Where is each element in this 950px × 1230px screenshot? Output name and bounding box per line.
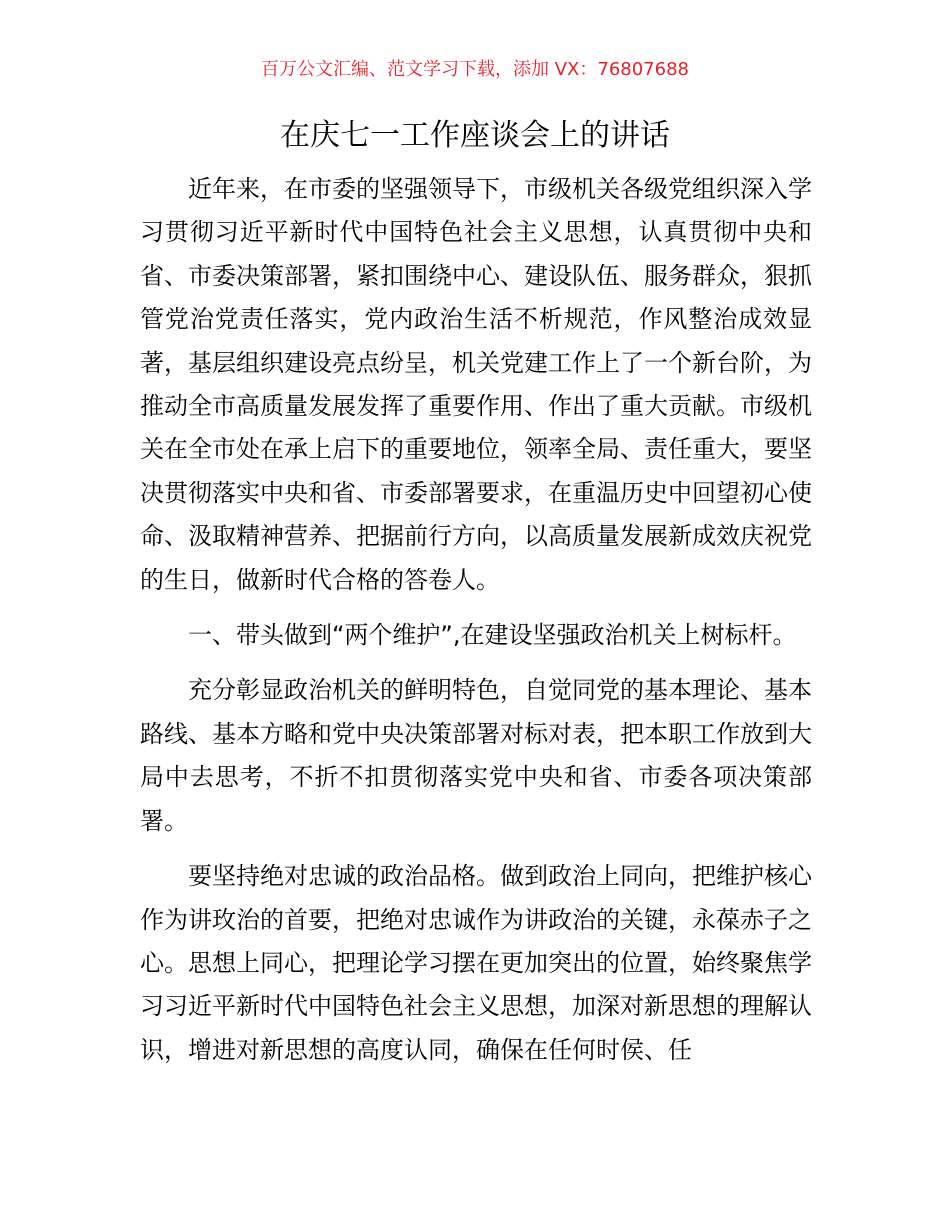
- paragraph-political-organ: 充分彰显政治机关的鲜明特色，自觉同党的基本理论、基本路线、基本方略和党中央决策部署对标对表，把本职工作放到大局中去思考，不折不扣贯彻落实党中央和省、市委各项决策部署。: [140, 676, 812, 835]
- document-body: [140, 168, 812, 1084]
- paragraph-intro: 近年来，在市委的坚强领导下，市级机关各级党组织深入学习贯彻习近平新时代中国特色社会主义思想，认真贯彻中央和省、市委决策部署，紧扣围绕中心、建设队伍、服务群众，狠抓管党治党责任落实，党内政治生活不析规范，作风整治成效显著，基层组织建设亮点纷呈，机关党建工作上了一个新台阶，为推动全市高质量发展发挥了重要作用、作出了重大贡献。市级机关在全市处在承上启下的重要地位，领率全局、责任重大，要坚决贯彻落实中央和省、市委部署要求，在重温历史中回望初心使命、汲取精神营养、把据前行方向，以高质量发展新成效庆祝党的生日，做新时代合格的答卷人。: [140, 175, 812, 594]
- document-title: 在庆七一工作座谈会上的讲话: [280, 118, 670, 153]
- paragraph-loyalty: 要坚持绝对忠诚的政治品格。做到政治上同向，把维护核心作为讲玫治的首要，把绝对忠诚作为讲政治的关键，永葆赤子之心。思想上同心，把理论学习摆在更加突出的位置，始终聚焦学习习近平新时代中国特色社会主义思想，加深对新思想的理解认识，增进对新思想的高度认同，确保在任何时侯、任: [140, 862, 812, 1064]
- paragraph-section-heading-1: 一、带头做到“两个维护”,在建设坚强政治机关上树标杆。: [188, 621, 797, 650]
- header-watermark: 百万公文汇编、范文学习下载，添加 VX：76807688: [261, 59, 689, 80]
